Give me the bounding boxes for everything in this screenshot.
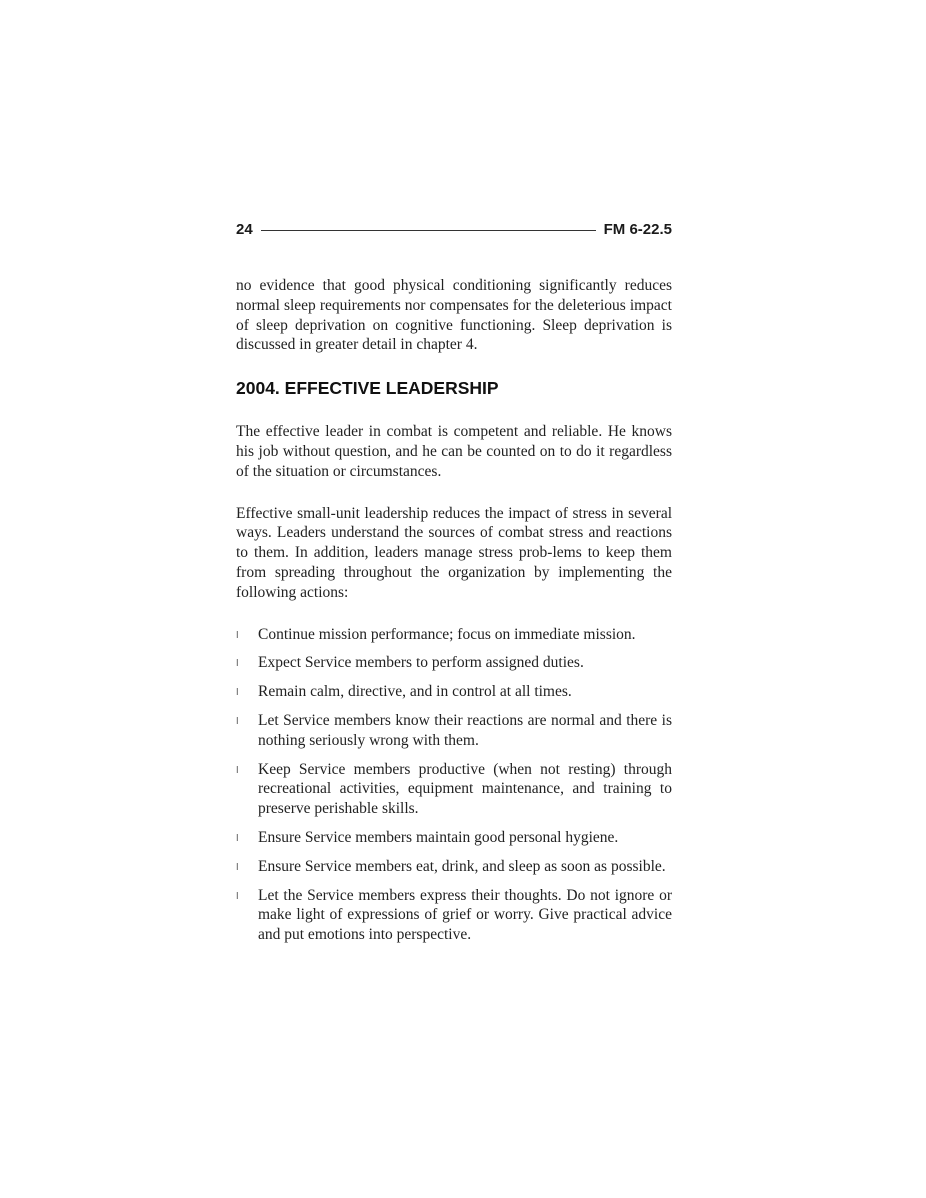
list-item-text: Ensure Service members eat, drink, and sleep as soon as possible. [258, 857, 666, 875]
list-item [236, 857, 672, 877]
paragraph-effective-leader: The effective leader in combat is competent and reliable. He knows his job without question, and he can be counted on to do it regardless of the situation or circumstances. [236, 423, 672, 480]
list-item [236, 886, 672, 945]
list-item-text: Keep Service members productive (when not resting) through recreational activities, equipment maintenance, and training to preserve perishable skills. [258, 760, 672, 818]
list-item [236, 682, 672, 702]
paragraph-small-unit-leadership: Effective small-unit leadership reduces the impact of stress in several ways. Leaders understand the sources of combat stress and reactions to them. In addition, leaders manage stress prob-lems to keep them from spreading throughout the organization by implementing the following actions: [236, 504, 672, 601]
list-item-text: Let Service members know their reactions are normal and there is nothing seriously wrong with them. [258, 711, 672, 749]
list-item [236, 828, 672, 848]
list-item [236, 711, 672, 751]
manual-id: FM 6-22.5 [603, 220, 672, 238]
list-item [236, 760, 672, 819]
bullet-icon: l [236, 716, 239, 727]
list-item-text: Continue mission performance; focus on immediate mission. [258, 625, 636, 643]
bullet-icon: l [236, 891, 239, 902]
bullet-icon: l [236, 659, 239, 670]
list-item-text: Ensure Service members maintain good personal hygiene. [258, 828, 619, 846]
list-item-text: Expect Service members to perform assigned duties. [258, 654, 584, 672]
bullet-icon: l [236, 630, 239, 641]
header-rule [261, 230, 596, 231]
page-number: 24 [236, 220, 253, 238]
bullet-icon: l [236, 833, 239, 844]
list-item-text: Let the Service members express their thoughts. Do not ignore or make light of expressions of grief or worry. Give practical advice and put emotions into perspective. [258, 886, 672, 944]
page-body [236, 276, 672, 954]
bullet-icon: l [236, 688, 239, 699]
list-item [236, 625, 672, 645]
running-header [236, 219, 672, 239]
bullet-icon: l [236, 765, 239, 776]
action-list [236, 625, 672, 945]
list-item [236, 653, 672, 673]
bullet-icon: l [236, 862, 239, 873]
list-item-text: Remain calm, directive, and in control at all times. [258, 683, 572, 701]
paragraph-sleep-continuation: no evidence that good physical conditioning significantly reduces normal sleep requirements nor compensates for the deleterious impact of sleep deprivation on cognitive functioning. Sleep deprivation is discussed in greater detail in chapter 4. [236, 277, 672, 354]
section-heading: 2004. EFFECTIVE LEADERSHIP [236, 378, 499, 399]
